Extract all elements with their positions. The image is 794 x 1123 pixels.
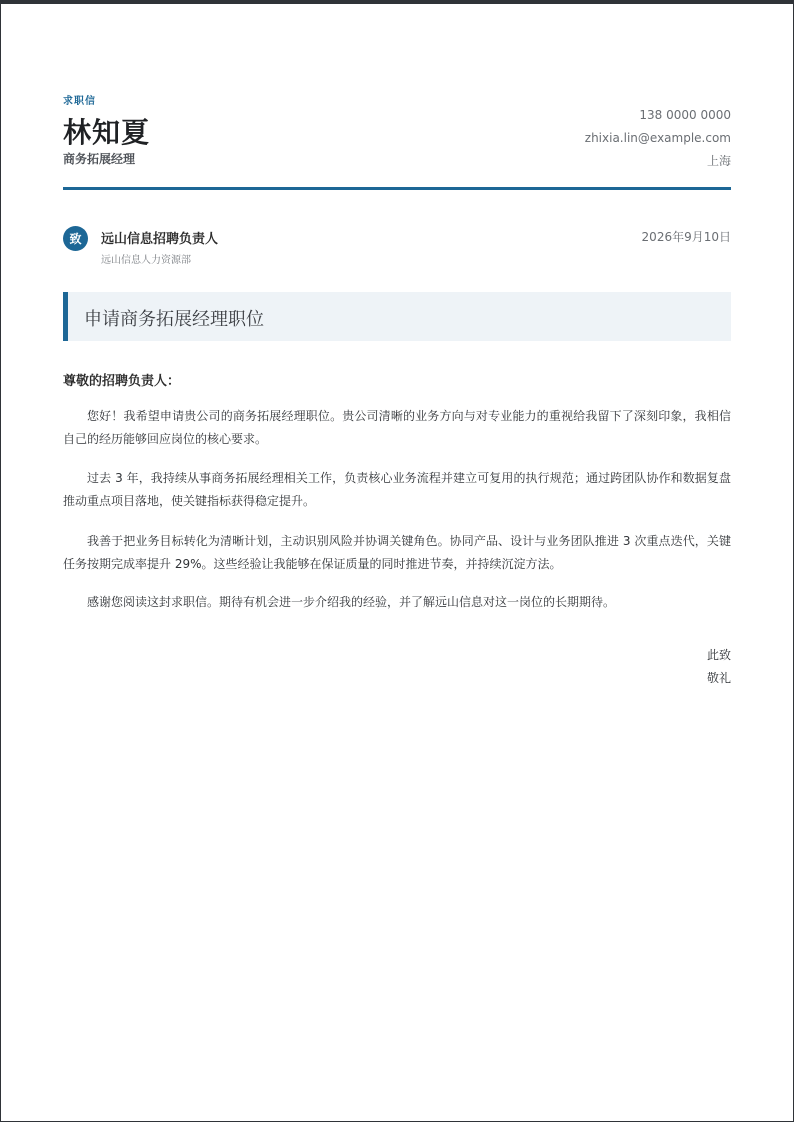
document-type-label: 求职信	[63, 96, 96, 107]
subject-text: 申请商务拓展经理职位	[84, 309, 264, 330]
letter-date: 2026年9月10日	[641, 230, 731, 244]
recipient-department: 远山信息人力资源部	[101, 255, 191, 266]
letter-header	[63, 0, 731, 190]
recipient-name: 远山信息招聘负责人	[101, 232, 219, 247]
body-paragraph: 感谢您阅读这封求职信。期待有机会进一步介绍我的经验，并了解远山信息对这一岗位的长期期待。	[87, 595, 616, 609]
closing-line-1: 此致	[706, 648, 731, 662]
closing	[707, 644, 731, 690]
closing-line-2: 敬礼	[706, 671, 731, 685]
email-address: zhixia.lin@example.com	[584, 131, 731, 145]
contact-info	[585, 104, 731, 173]
body-paragraph: 过去 3 年，我持续从事商务拓展经理相关工作，负责核心业务流程并建立可复用的执行规范；通过跨团队协作和数据复盘推动重点项目落地，使关键指标获得稳定提升。	[63, 471, 731, 508]
recipient-badge: 致	[63, 226, 88, 251]
subject-banner	[63, 292, 731, 341]
body-paragraph: 您好！我希望申请贵公司的商务拓展经理职位。贵公司清晰的业务方向与对专业能力的重视给我留下了深刻印象，我相信自己的经历能够回应岗位的核心要求。	[63, 409, 731, 446]
applicant-role: 商务拓展经理	[63, 152, 136, 166]
salutation: 尊敬的招聘负责人：	[63, 374, 181, 389]
applicant-name: 林知夏	[63, 116, 151, 149]
city: 上海	[706, 154, 731, 168]
recipient-block	[63, 224, 731, 268]
body-paragraph: 我善于把业务目标转化为清晰计划，主动识别风险并协调关键角色。协同产品、设计与业务团队推进 3 次重点迭代，关键任务按期完成率提升 29%。这些经验让我能够在保证质量的同时推进节奏，并持续沉淀方法。	[63, 534, 731, 571]
phone-number: 138 0000 0000	[639, 108, 731, 122]
header-divider	[63, 187, 731, 190]
